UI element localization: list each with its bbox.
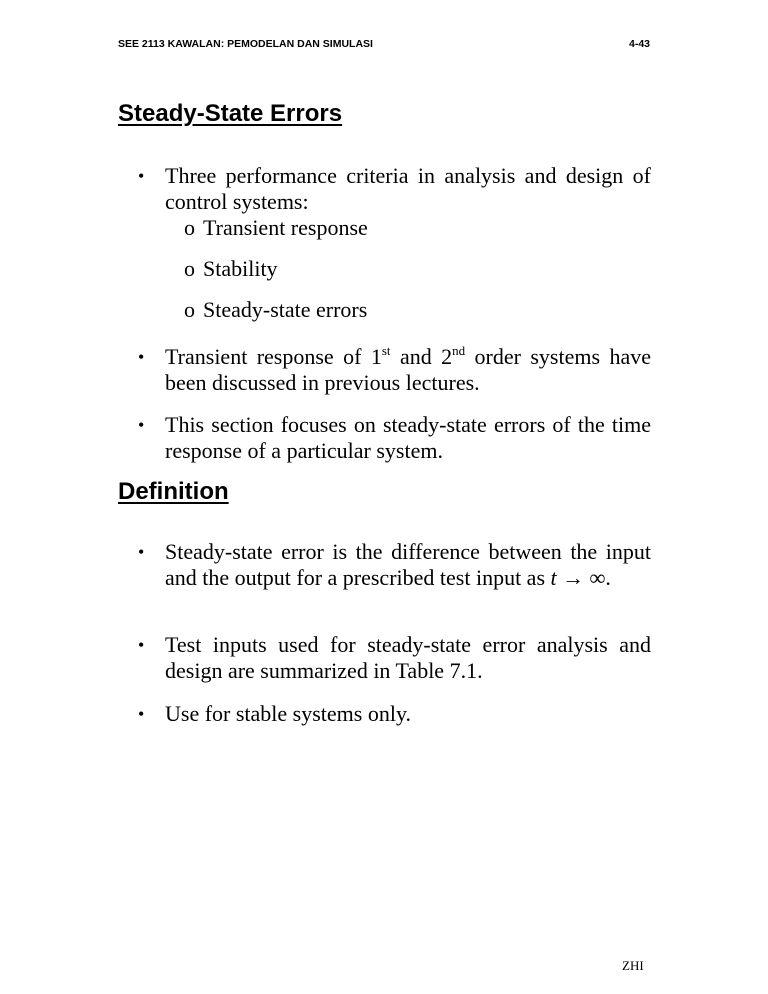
footer-initials: ZHI [622, 958, 644, 973]
sub-item-transient-response [184, 215, 368, 241]
bullet-stable-systems: • Use for stable systems only. [165, 701, 651, 727]
bullet-transient-response [165, 344, 651, 396]
sub-item-label: Steady-state errors [203, 297, 368, 322]
superscript-nd: nd [452, 343, 466, 358]
text-run: order systems have been discussed in previous lectures. [165, 344, 651, 395]
circle-bullet-icon: o [184, 215, 195, 240]
superscript-st: st [381, 343, 391, 358]
course-title: SEE 2113 KAWALAN: PEMODELAN DAN SIMULASI [118, 38, 373, 50]
sub-item-label: Transient response [203, 215, 368, 240]
circle-bullet-icon: o [184, 297, 195, 322]
text-run: . [605, 565, 611, 590]
sub-item-label: Stability [203, 256, 278, 281]
sub-item-steady-state-errors [184, 297, 367, 323]
section-title-definition: Definition [118, 478, 229, 505]
section-title-steady-state-errors: Steady-State Errors [118, 100, 343, 127]
math-t-to-infinity: t → ∞ [550, 565, 606, 590]
bullet-section-focus: • This section focuses on steady-state errors of the time response of a particular system. [165, 412, 651, 464]
page-header [118, 38, 650, 54]
bullet-performance-criteria: • Three performance criteria in analysis and design of control systems: [165, 163, 651, 215]
text-run: Steady-state error is the difference between the input and the output for a prescribed test input as [165, 539, 651, 590]
text-run: and 2 [390, 344, 453, 369]
page-number: 4-43 [628, 38, 650, 50]
sub-item-stability [184, 256, 278, 282]
circle-bullet-icon: o [184, 256, 195, 281]
bullet-test-inputs: • Test inputs used for steady-state error analysis and design are summarized in Table 7.1. [165, 632, 651, 684]
text-run: Transient response of 1 [165, 344, 382, 369]
bullet-steady-state-definition [165, 539, 651, 591]
